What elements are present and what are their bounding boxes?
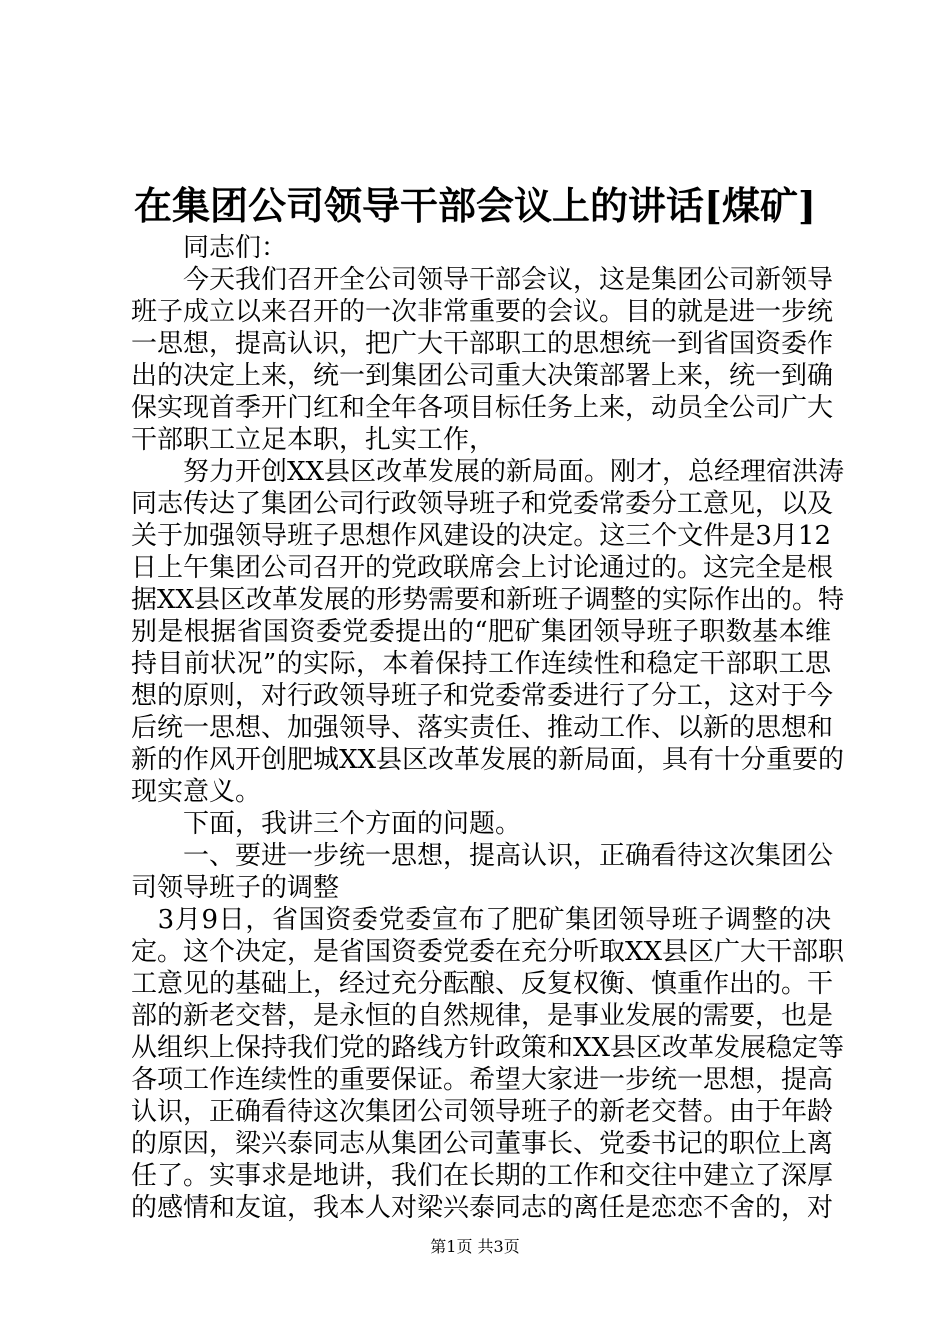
document-title: 在集团公司领导干部会议上的讲话[煤矿] — [134, 183, 816, 228]
body-line: 后统一思想、加强领导、落实责任、推动工作、以新的思想和 — [131, 713, 834, 743]
body-line: 据XX县区改革发展的形势需要和新班子调整的实际作出的。特 — [131, 585, 845, 615]
body-line: 从组织上保持我们党的路线方针政策和XX县区改革发展稳定等 — [131, 1033, 845, 1063]
body-line: 一思想，提高认识，把广大干部职工的思想统一到省国资委作 — [131, 329, 834, 359]
body-line: 下面，我讲三个方面的问题。 — [131, 809, 522, 839]
body-line: 关于加强领导班子思想作风建设的决定。这三个文件是3月12 — [131, 521, 831, 551]
body-line: 日上午集团公司召开的党政联席会上讨论通过的。这完全是根 — [131, 553, 834, 583]
body-line: 努力开创XX县区改革发展的新局面。刚才，总经理宿洪涛 — [131, 457, 845, 487]
section-heading-line: 一、要进一步统一思想，提高认识，正确看待这次集团公 — [131, 841, 834, 871]
body-line: 保实现首季开门红和全年各项目标任务上来，动员全公司广大 — [131, 393, 834, 423]
body-line: 持目前状况”的实际，本着保持工作连续性和稳定干部职工思 — [131, 649, 831, 679]
body-line: 干部职工立足本职，扎实工作， — [131, 425, 496, 455]
body-line: 3月9日，省国资委党委宣布了肥矿集团领导班子调整的决 — [131, 905, 831, 935]
body-line: 各项工作连续性的重要保证。希望大家进一步统一思想，提高 — [131, 1065, 834, 1095]
body-line: 别是根据省国资委党委提出的“肥矿集团领导班子职数基本维 — [131, 617, 831, 647]
body-line: 同志传达了集团公司行政领导班子和党委常委分工意见，以及 — [131, 489, 834, 519]
body-line: 新的作风开创肥城XX县区改革发展的新局面，具有十分重要的 — [131, 745, 845, 775]
body-line: 出的决定上来，统一到集团公司重大决策部署上来，统一到确 — [131, 361, 834, 391]
body-line: 部的新老交替，是永恒的自然规律，是事业发展的需要，也是 — [131, 1001, 834, 1031]
body-line: 现实意义。 — [131, 777, 262, 807]
page-number-footer: 第1页 共3页 — [430, 1237, 520, 1256]
salutation-line: 同志们： — [131, 233, 288, 263]
body-line: 的感情和友谊，我本人对梁兴泰同志的离任是恋恋不舍的，对 — [131, 1193, 834, 1223]
body-line: 的原因，梁兴泰同志从集团公司董事长、党委书记的职位上离 — [131, 1129, 834, 1159]
body-line: 工意见的基础上，经过充分酝酿、反复权衡、慎重作出的。干 — [131, 969, 834, 999]
body-line: 想的原则，对行政领导班子和党委常委进行了分工，这对于今 — [131, 681, 834, 711]
body-line: 班子成立以来召开的一次非常重要的会议。目的就是进一步统 — [131, 297, 834, 327]
body-line: 认识，正确看待这次集团公司领导班子的新老交替。由于年龄 — [131, 1097, 834, 1127]
section-heading-line: 司领导班子的调整 — [131, 873, 340, 903]
body-line: 任了。实事求是地讲，我们在长期的工作和交往中建立了深厚 — [131, 1161, 834, 1191]
body-line: 今天我们召开全公司领导干部会议，这是集团公司新领导 — [131, 265, 834, 295]
body-line: 定。这个决定，是省国资委党委在充分听取XX县区广大干部职 — [131, 937, 845, 967]
